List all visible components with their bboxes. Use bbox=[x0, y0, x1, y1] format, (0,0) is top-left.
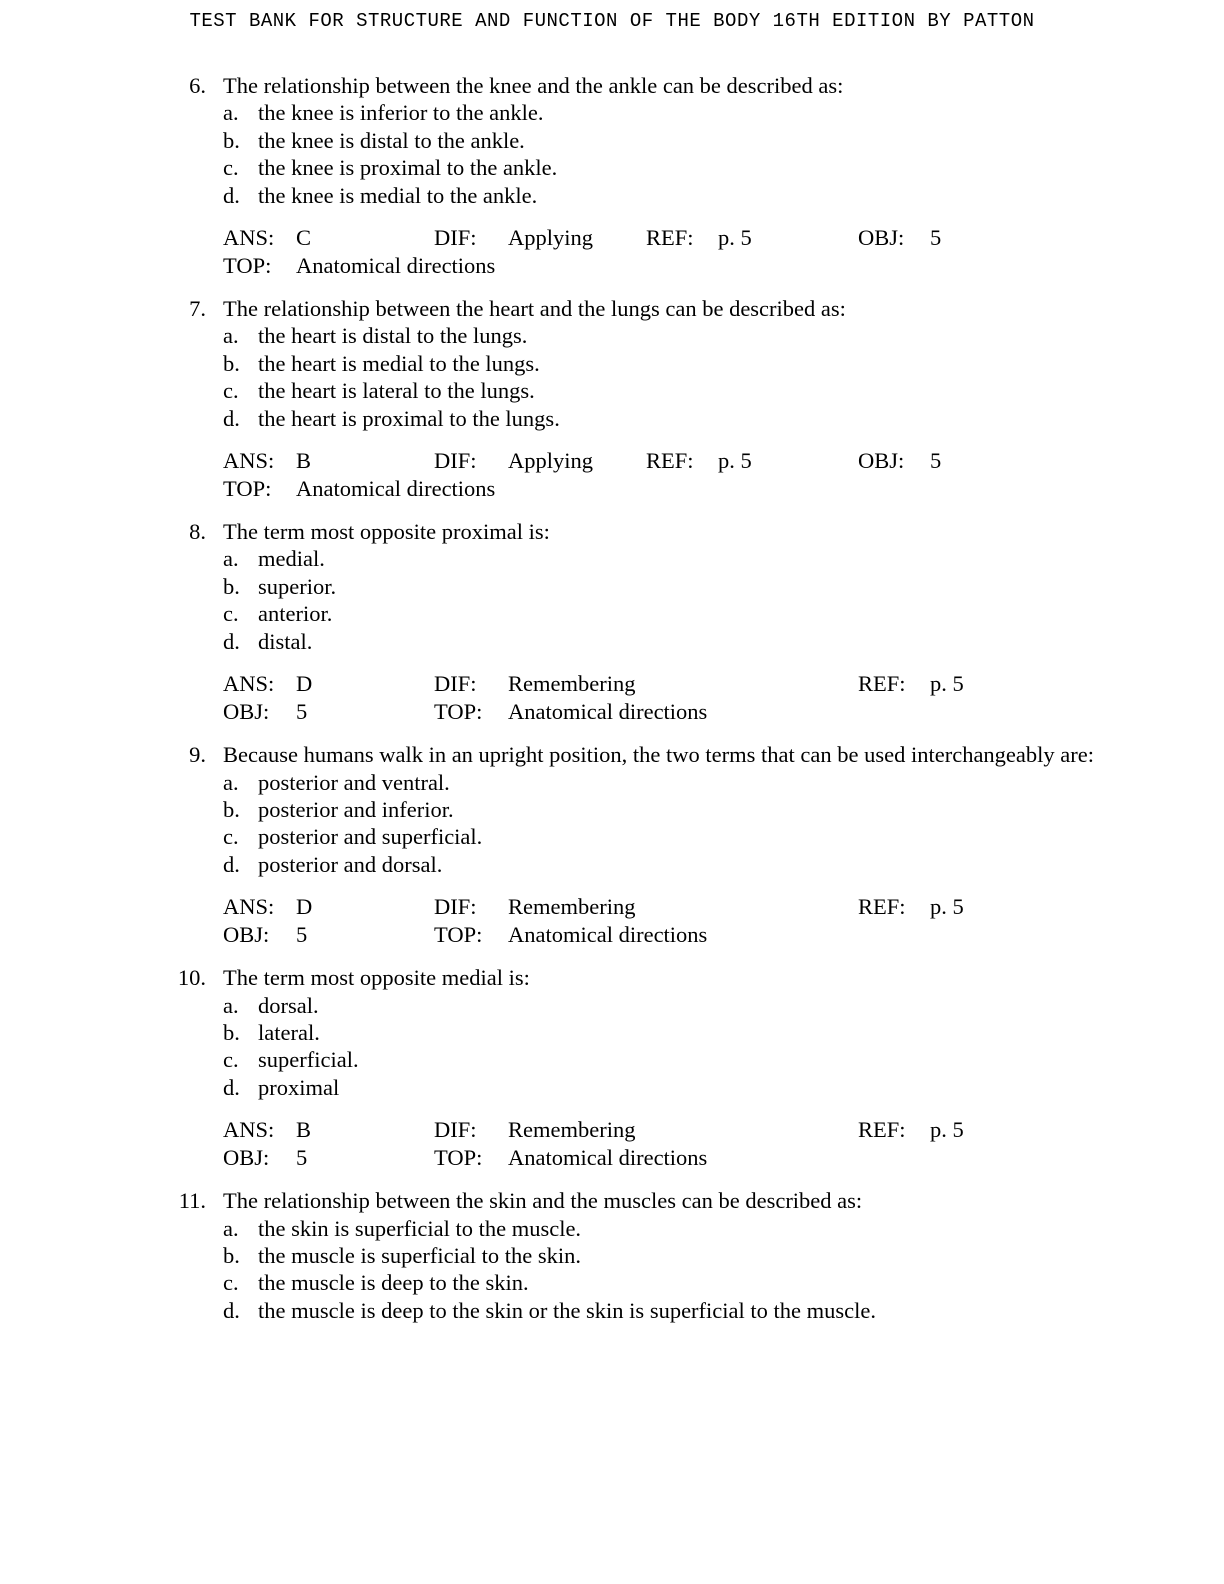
option-c bbox=[0, 377, 1224, 404]
dif-value: Applying bbox=[508, 448, 594, 474]
ans-value: D bbox=[296, 671, 313, 697]
option-text: proximal bbox=[258, 1074, 340, 1100]
top-value: Anatomical directions bbox=[508, 698, 708, 724]
option-c bbox=[0, 1269, 1224, 1296]
top-label: TOP: bbox=[434, 1144, 483, 1170]
option-text: the heart is medial to the lungs. bbox=[258, 350, 540, 376]
dif-label: DIF: bbox=[434, 448, 477, 474]
option-letter: d. bbox=[223, 182, 240, 208]
option-list bbox=[0, 992, 1224, 1102]
option-list bbox=[0, 99, 1224, 209]
question-6 bbox=[0, 72, 1224, 279]
answer-metadata bbox=[0, 1116, 1224, 1171]
question-8 bbox=[0, 518, 1224, 725]
option-text: superior. bbox=[258, 573, 337, 599]
option-list bbox=[0, 545, 1224, 655]
option-text: posterior and ventral. bbox=[258, 769, 450, 795]
obj-value: 5 bbox=[296, 698, 308, 724]
option-text: the muscle is deep to the skin. bbox=[258, 1270, 529, 1296]
option-b bbox=[0, 796, 1224, 823]
option-text: the heart is distal to the lungs. bbox=[258, 323, 528, 349]
option-letter: c. bbox=[223, 1047, 239, 1073]
option-text: the muscle is superficial to the skin. bbox=[258, 1242, 582, 1268]
question-list bbox=[0, 72, 1224, 1340]
top-label: TOP: bbox=[434, 921, 483, 947]
question-10 bbox=[0, 964, 1224, 1171]
question-11 bbox=[0, 1187, 1224, 1324]
question-number: 8. bbox=[189, 519, 206, 545]
option-text: the heart is proximal to the lungs. bbox=[258, 405, 560, 431]
option-letter: a. bbox=[223, 769, 239, 795]
ref-value: p. 5 bbox=[718, 448, 752, 474]
top-label: TOP: bbox=[223, 252, 272, 278]
obj-value: 5 bbox=[296, 1144, 308, 1170]
option-list bbox=[0, 1215, 1224, 1325]
option-letter: a. bbox=[223, 992, 239, 1018]
option-text: dorsal. bbox=[258, 992, 319, 1018]
ans-label: ANS: bbox=[223, 671, 275, 697]
top-value: Anatomical directions bbox=[508, 1144, 708, 1170]
ans-value: B bbox=[296, 448, 312, 474]
option-letter: c. bbox=[223, 378, 239, 404]
obj-value: 5 bbox=[930, 448, 942, 474]
option-text: the muscle is deep to the skin or the skin is superficial to the muscle. bbox=[258, 1297, 876, 1323]
option-text: posterior and superficial. bbox=[258, 824, 483, 850]
option-list bbox=[0, 322, 1224, 432]
option-a bbox=[0, 1215, 1224, 1242]
ans-label: ANS: bbox=[223, 448, 275, 474]
page-header: TEST BANK FOR STRUCTURE AND FUNCTION OF THE BODY 16TH EDITION BY PATTON bbox=[189, 10, 1035, 32]
option-d bbox=[0, 628, 1224, 655]
option-d bbox=[0, 1297, 1224, 1324]
option-letter: a. bbox=[223, 1215, 239, 1241]
option-text: medial. bbox=[258, 546, 325, 572]
option-letter: d. bbox=[223, 1074, 240, 1100]
option-a bbox=[0, 99, 1224, 126]
option-text: anterior. bbox=[258, 601, 333, 627]
ans-label: ANS: bbox=[223, 1117, 275, 1143]
option-letter: d. bbox=[223, 628, 240, 654]
top-value: Anatomical directions bbox=[296, 475, 496, 501]
option-c bbox=[0, 600, 1224, 627]
option-d bbox=[0, 405, 1224, 432]
top-label: TOP: bbox=[223, 475, 272, 501]
question-7 bbox=[0, 295, 1224, 502]
answer-metadata bbox=[0, 893, 1224, 948]
option-text: the knee is proximal to the ankle. bbox=[258, 155, 558, 181]
option-c bbox=[0, 154, 1224, 181]
option-b bbox=[0, 1242, 1224, 1269]
question-text: The relationship between the knee and the ankle can be described as: bbox=[223, 73, 844, 98]
option-text: superficial. bbox=[258, 1047, 359, 1073]
option-b bbox=[0, 1019, 1224, 1046]
ref-value: p. 5 bbox=[930, 671, 964, 697]
ref-value: p. 5 bbox=[930, 1117, 964, 1143]
option-a bbox=[0, 769, 1224, 796]
option-letter: d. bbox=[223, 405, 240, 431]
ref-label: REF: bbox=[858, 1117, 906, 1143]
top-value: Anatomical directions bbox=[508, 921, 708, 947]
option-b bbox=[0, 573, 1224, 600]
ans-value: D bbox=[296, 894, 313, 920]
option-letter: a. bbox=[223, 100, 239, 126]
question-9 bbox=[0, 741, 1224, 948]
option-letter: b. bbox=[223, 1019, 240, 1045]
question-number: 11. bbox=[178, 1188, 206, 1214]
answer-metadata bbox=[0, 224, 1224, 279]
question-number: 6. bbox=[189, 73, 206, 98]
option-letter: c. bbox=[223, 601, 239, 627]
question-number: 9. bbox=[189, 742, 206, 768]
option-text: the heart is lateral to the lungs. bbox=[258, 378, 535, 404]
ref-label: REF: bbox=[858, 671, 906, 697]
top-value: Anatomical directions bbox=[296, 252, 496, 278]
question-text: Because humans walk in an upright position, the two terms that can be used interchangeably are: bbox=[223, 742, 1094, 768]
option-letter: d. bbox=[223, 851, 240, 877]
ref-label: REF: bbox=[858, 894, 906, 920]
option-text: lateral. bbox=[258, 1019, 320, 1045]
option-a bbox=[0, 545, 1224, 572]
dif-label: DIF: bbox=[434, 894, 477, 920]
ref-value: p. 5 bbox=[930, 894, 964, 920]
option-letter: a. bbox=[223, 546, 239, 572]
dif-label: DIF: bbox=[434, 1117, 477, 1143]
obj-label: OBJ: bbox=[858, 225, 905, 251]
top-label: TOP: bbox=[434, 698, 483, 724]
option-d bbox=[0, 182, 1224, 209]
dif-value: Remembering bbox=[508, 671, 636, 697]
option-d bbox=[0, 851, 1224, 878]
question-number: 10. bbox=[177, 965, 206, 991]
option-letter: b. bbox=[223, 573, 240, 599]
option-letter: b. bbox=[223, 796, 240, 822]
option-letter: d. bbox=[223, 1297, 240, 1323]
option-text: the knee is inferior to the ankle. bbox=[258, 100, 544, 126]
dif-value: Applying bbox=[508, 225, 594, 251]
obj-label: OBJ: bbox=[223, 1144, 270, 1170]
question-text: The relationship between the heart and the lungs can be described as: bbox=[223, 296, 846, 322]
option-c bbox=[0, 823, 1224, 850]
option-letter: b. bbox=[223, 127, 240, 153]
answer-metadata bbox=[0, 670, 1224, 725]
option-d bbox=[0, 1074, 1224, 1101]
option-b bbox=[0, 350, 1224, 377]
dif-label: DIF: bbox=[434, 671, 477, 697]
ans-value: C bbox=[296, 225, 312, 251]
question-number: 7. bbox=[189, 296, 206, 322]
option-b bbox=[0, 127, 1224, 154]
option-letter: c. bbox=[223, 1270, 239, 1296]
dif-value: Remembering bbox=[508, 894, 636, 920]
ans-label: ANS: bbox=[223, 894, 275, 920]
question-text: The term most opposite proximal is: bbox=[223, 519, 550, 545]
option-letter: c. bbox=[223, 155, 239, 181]
dif-value: Remembering bbox=[508, 1117, 636, 1143]
answer-metadata bbox=[0, 447, 1224, 502]
obj-label: OBJ: bbox=[223, 921, 270, 947]
option-text: the skin is superficial to the muscle. bbox=[258, 1215, 582, 1241]
option-text: distal. bbox=[258, 628, 313, 654]
ref-value: p. 5 bbox=[718, 225, 752, 251]
option-a bbox=[0, 992, 1224, 1019]
option-letter: c. bbox=[223, 824, 239, 850]
ref-label: REF: bbox=[646, 225, 694, 251]
option-letter: b. bbox=[223, 1242, 240, 1268]
option-text: posterior and dorsal. bbox=[258, 851, 443, 877]
question-text: The term most opposite medial is: bbox=[223, 965, 530, 991]
option-letter: a. bbox=[223, 323, 239, 349]
obj-value: 5 bbox=[930, 225, 942, 251]
ref-label: REF: bbox=[646, 448, 694, 474]
option-text: the knee is medial to the ankle. bbox=[258, 182, 538, 208]
ans-label: ANS: bbox=[223, 225, 275, 251]
obj-label: OBJ: bbox=[223, 698, 270, 724]
dif-label: DIF: bbox=[434, 225, 477, 251]
obj-value: 5 bbox=[296, 921, 308, 947]
option-text: the knee is distal to the ankle. bbox=[258, 127, 525, 153]
ans-value: B bbox=[296, 1117, 312, 1143]
option-list bbox=[0, 769, 1224, 879]
question-text: The relationship between the skin and the muscles can be described as: bbox=[223, 1188, 863, 1214]
option-text: posterior and inferior. bbox=[258, 796, 454, 822]
option-a bbox=[0, 322, 1224, 349]
option-c bbox=[0, 1046, 1224, 1073]
obj-label: OBJ: bbox=[858, 448, 905, 474]
option-letter: b. bbox=[223, 350, 240, 376]
